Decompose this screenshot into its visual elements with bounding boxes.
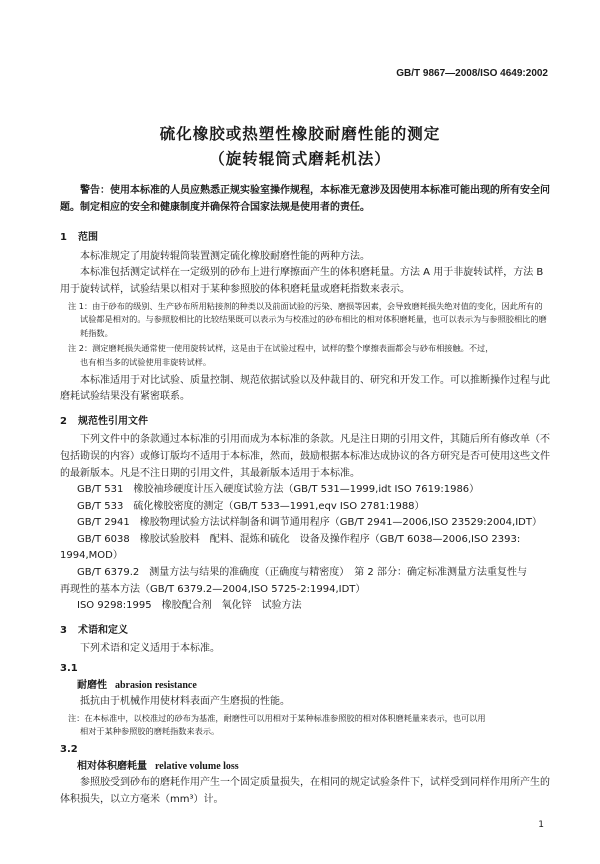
reference-item: ISO 9298:1995 橡胶配合剂 氧化锌 试验方法 xyxy=(77,600,302,612)
document-subtitle: （旋转辊筒式磨耗机法） xyxy=(209,150,391,168)
note-continuation: 相对于某种参照胶的磨耗指数来表示。 xyxy=(80,726,220,737)
reference-continuation: 1994,MOD） xyxy=(60,550,123,562)
term-number: 3.1 xyxy=(60,663,78,675)
reference-item: GB/T 6379.2 测量方法与结果的准确度（正确度与精密度） 第 2 部分：确定标准测量方法重复性与 xyxy=(77,567,527,579)
document-body xyxy=(60,183,550,808)
term-english: relative volume loss xyxy=(155,760,239,772)
reference-item: GB/T 531 橡胶袖珍硬度计压入硬度试验方法（GB/T 531—1999,idt ISO 7619:1986） xyxy=(77,484,480,496)
paragraph: 本标准规定了用旋转辊筒装置测定硫化橡胶耐磨性能的两种方法。 xyxy=(80,250,370,262)
standard-code: GB/T 9867—2008/ISO 4649:2002 xyxy=(396,68,548,79)
document-title: 硫化橡胶或热塑性橡胶耐磨性能的测定 xyxy=(159,125,441,143)
note-continuation: 也有相当多的试验使用非旋转试样。 xyxy=(80,356,212,367)
page-number: 1 xyxy=(538,820,544,830)
paragraph: 下列术语和定义适用于本标准。 xyxy=(80,643,220,655)
reference-item: GB/T 533 硫化橡胶密度的测定（GB/T 533—1991,eqv ISO 2781:1988） xyxy=(77,500,425,512)
section-title: 术语和定义 xyxy=(78,624,128,636)
section-number: 3 xyxy=(60,624,67,636)
term-definition: 参照胶受到砂布的磨耗作用产生一个固定质量损失，在相同的规定试验条件下，试样受到同样作用所产生的体积损失，以立方毫米（mm³）计。 xyxy=(60,777,550,805)
note: 注：在本标准中，以校准过的砂布为基准，耐磨性可以用相对于某种标准参照胶的相对体积磨耗量来表示，也可以用 xyxy=(68,712,486,723)
reference-continuation: 再现性的基本方法（GB/T 6379.2—2004,ISO 5725-2:1994,IDT） xyxy=(60,583,366,595)
note: 注 1：由于砂布的级别、生产砂布所用粘接剂的种类以及前面试验的污染、磨损等因素，会导致磨耗损失绝对值的变化，因此所有的试验都是相对的。与参照胶相比的比较结果既可以表示为与校准过的砂布相比的相对体积磨耗量，也可以表示为与参照胶相比的磨耗指数。 xyxy=(68,300,547,338)
paragraph: 下列文件中的条款通过本标准的引用而成为本标准的条款。凡是注日期的引用文件，其随后所有修改单（不包括勘误的内容）或修订版均不适用于本标准，然而，鼓励根据本标准达成协议的各方研究是否可使用这些文件的最新版本。凡是不注日期的引用文件，其最新版本适用于本标准。 xyxy=(60,434,550,479)
term-chinese: 相对体积磨耗量 xyxy=(77,760,147,772)
section-title: 范围 xyxy=(78,232,98,244)
term-heading xyxy=(60,759,550,776)
section-title: 规范性引用文件 xyxy=(78,415,148,427)
note: 注 2：测定磨耗损失通常使一使用旋转试样，这是由于在试验过程中，试样的整个摩擦表面都会与砂布相接触。不过， xyxy=(68,343,494,354)
term-chinese: 耐磨性 xyxy=(77,679,107,691)
section-number: 2 xyxy=(60,415,67,427)
section-number: 1 xyxy=(60,232,67,244)
term-english: abrasion resistance xyxy=(115,679,197,691)
section-1-heading xyxy=(60,230,550,247)
reference-item: GB/T 2941 橡胶物理试验方法试样制备和调节通用程序（GB/T 2941—2006,ISO 23529:2004,IDT） xyxy=(77,517,542,529)
section-2-heading xyxy=(60,414,550,431)
term-definition: 抵抗由于机械作用使材料表面产生磨损的性能。 xyxy=(80,696,290,708)
paragraph: 本标准包括测定试样在一定级别的砂布上进行摩擦面产生的体积磨耗量。方法 A 用于非旋转试样，方法 B 用于旋转试样，试验结果以相对于某种参照胶的体积磨耗量或磨耗指数来表示。 xyxy=(60,267,544,295)
term-number: 3.2 xyxy=(60,744,78,755)
reference-item: GB/T 6038 橡胶试验胶料 配料、混炼和硫化 设备及操作程序（GB/T 6038—2006,ISO 2393: xyxy=(77,533,521,545)
section-3-heading xyxy=(60,623,550,640)
warning-paragraph: 警告：使用本标准的人员应熟悉正规实验室操作规程，本标准无意涉及因使用本标准可能出现的所有安全问题。制定相应的安全和健康制度并确保符合国家法规是使用者的责任。 xyxy=(60,185,550,213)
paragraph: 本标准适用于对比试验、质量控制、规范依据试验以及仲裁目的、研究和开发工作。可以推断操作过程与此磨耗试验结果没有紧密联系。 xyxy=(60,374,550,403)
term-heading xyxy=(60,678,550,695)
